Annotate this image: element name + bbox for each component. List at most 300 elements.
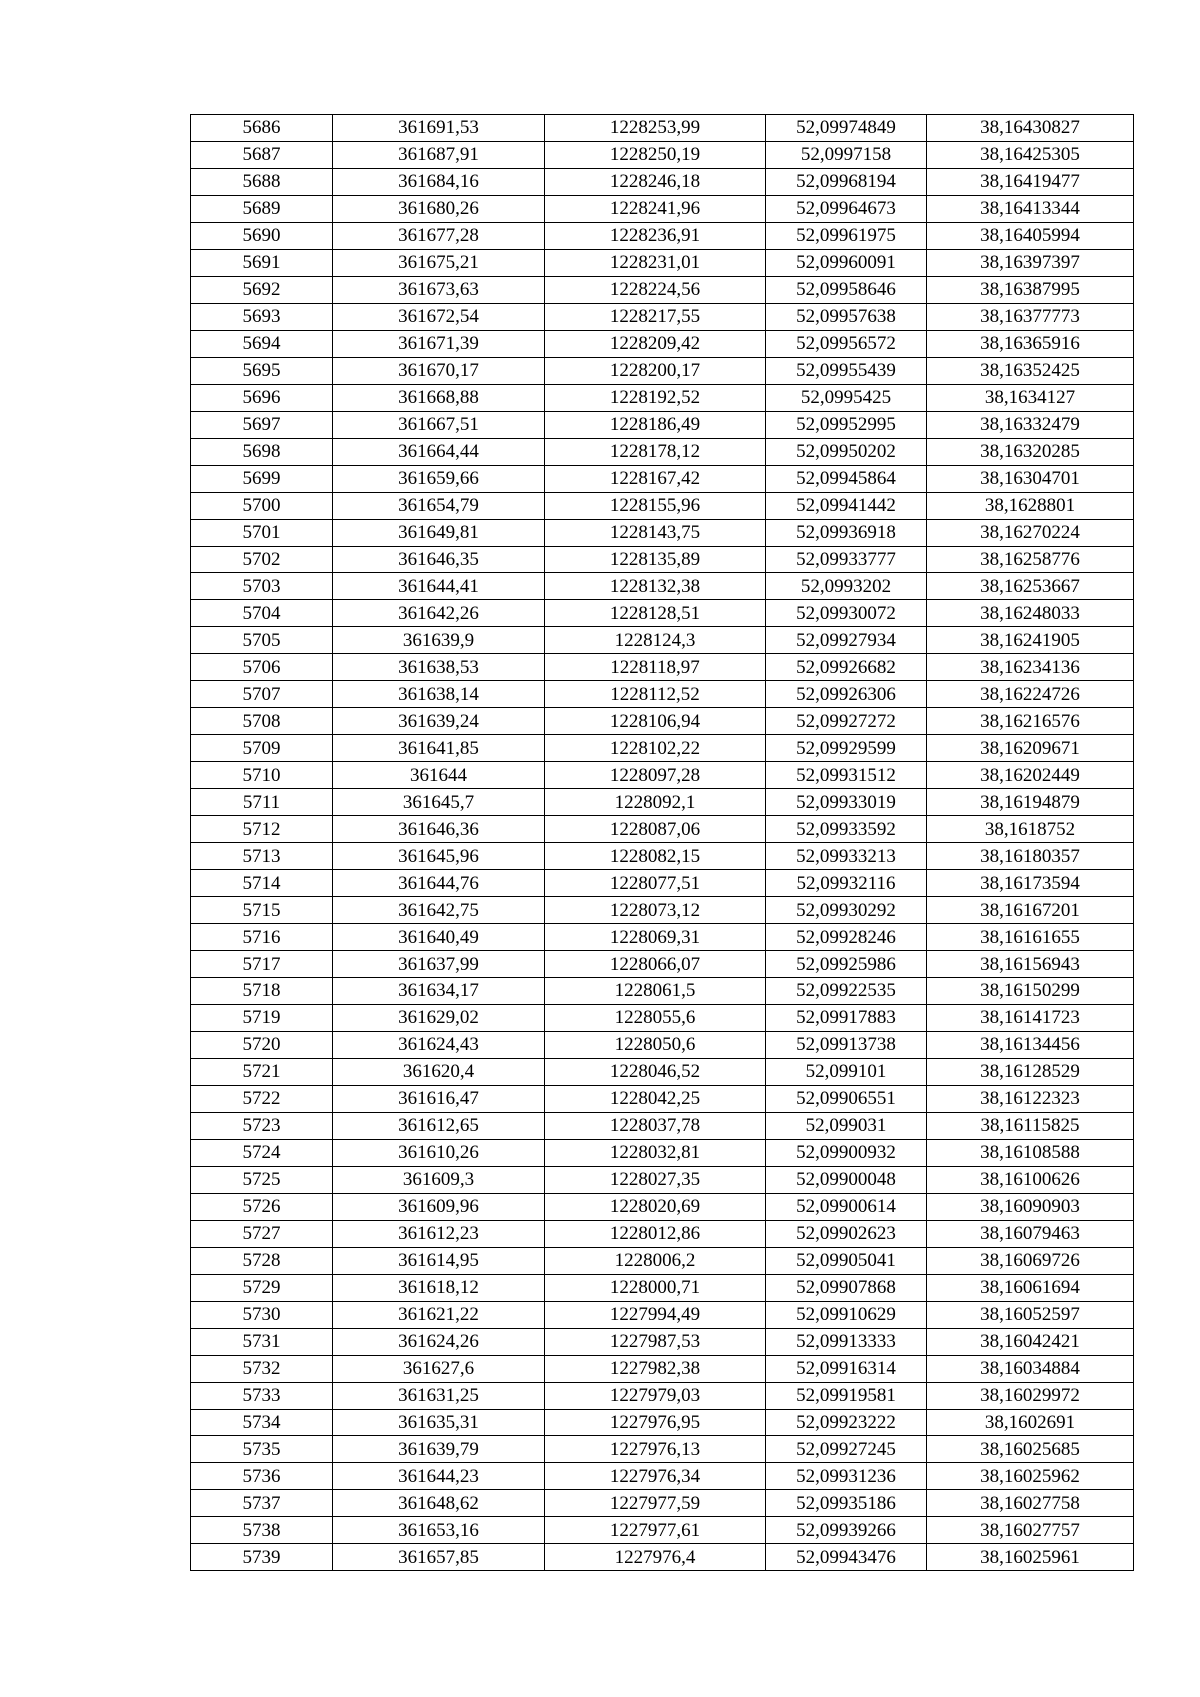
latitude-cell: 52,09943476 xyxy=(766,1544,927,1571)
latitude-cell: 52,09939266 xyxy=(766,1517,927,1544)
point-number-cell: 5692 xyxy=(191,276,333,303)
latitude-cell: 52,099101 xyxy=(766,1058,927,1085)
y-coordinate-cell: 1228020,69 xyxy=(545,1193,766,1220)
latitude-cell: 52,09936918 xyxy=(766,519,927,546)
y-coordinate-cell: 1228006,2 xyxy=(545,1247,766,1274)
y-coordinate-cell: 1228253,99 xyxy=(545,115,766,142)
longitude-cell: 38,16234136 xyxy=(927,654,1134,681)
longitude-cell: 38,16209671 xyxy=(927,735,1134,762)
point-number-cell: 5701 xyxy=(191,519,333,546)
x-coordinate-cell: 361646,35 xyxy=(333,546,545,573)
y-coordinate-cell: 1228155,96 xyxy=(545,492,766,519)
table-row xyxy=(191,1058,1134,1085)
point-number-cell: 5698 xyxy=(191,438,333,465)
longitude-cell: 38,16167201 xyxy=(927,897,1134,924)
latitude-cell: 52,09957638 xyxy=(766,303,927,330)
y-coordinate-cell: 1228118,97 xyxy=(545,654,766,681)
x-coordinate-cell: 361637,99 xyxy=(333,951,545,978)
y-coordinate-cell: 1227979,03 xyxy=(545,1382,766,1409)
latitude-cell: 52,09922535 xyxy=(766,978,927,1005)
latitude-cell: 52,09935186 xyxy=(766,1490,927,1517)
longitude-cell: 38,16180357 xyxy=(927,843,1134,870)
x-coordinate-cell: 361639,24 xyxy=(333,708,545,735)
point-number-cell: 5726 xyxy=(191,1193,333,1220)
y-coordinate-cell: 1228246,18 xyxy=(545,168,766,195)
point-number-cell: 5714 xyxy=(191,870,333,897)
table-row xyxy=(191,1166,1134,1193)
table-row xyxy=(191,1436,1134,1463)
table-row xyxy=(191,1274,1134,1301)
latitude-cell: 52,09925986 xyxy=(766,951,927,978)
y-coordinate-cell: 1227987,53 xyxy=(545,1328,766,1355)
table-row xyxy=(191,789,1134,816)
table-row xyxy=(191,1085,1134,1112)
table-row xyxy=(191,654,1134,681)
point-number-cell: 5725 xyxy=(191,1166,333,1193)
x-coordinate-cell: 361646,36 xyxy=(333,816,545,843)
x-coordinate-cell: 361610,26 xyxy=(333,1139,545,1166)
point-number-cell: 5689 xyxy=(191,195,333,222)
table-row xyxy=(191,115,1134,142)
longitude-cell: 38,16332479 xyxy=(927,411,1134,438)
x-coordinate-cell: 361668,88 xyxy=(333,384,545,411)
x-coordinate-cell: 361677,28 xyxy=(333,222,545,249)
longitude-cell: 38,1628801 xyxy=(927,492,1134,519)
point-number-cell: 5694 xyxy=(191,330,333,357)
x-coordinate-cell: 361672,54 xyxy=(333,303,545,330)
longitude-cell: 38,16253667 xyxy=(927,573,1134,600)
longitude-cell: 38,16150299 xyxy=(927,978,1134,1005)
x-coordinate-cell: 361691,53 xyxy=(333,115,545,142)
x-coordinate-cell: 361624,26 xyxy=(333,1328,545,1355)
y-coordinate-cell: 1228224,56 xyxy=(545,276,766,303)
x-coordinate-cell: 361644 xyxy=(333,762,545,789)
x-coordinate-cell: 361675,21 xyxy=(333,249,545,276)
y-coordinate-cell: 1228069,31 xyxy=(545,924,766,951)
latitude-cell: 52,09928246 xyxy=(766,924,927,951)
longitude-cell: 38,16042421 xyxy=(927,1328,1134,1355)
y-coordinate-cell: 1227976,95 xyxy=(545,1409,766,1436)
table-row xyxy=(191,546,1134,573)
point-number-cell: 5713 xyxy=(191,843,333,870)
longitude-cell: 38,16090903 xyxy=(927,1193,1134,1220)
point-number-cell: 5709 xyxy=(191,735,333,762)
point-number-cell: 5724 xyxy=(191,1139,333,1166)
longitude-cell: 38,16069726 xyxy=(927,1247,1134,1274)
table-row xyxy=(191,1490,1134,1517)
longitude-cell: 38,16248033 xyxy=(927,600,1134,627)
latitude-cell: 52,09930072 xyxy=(766,600,927,627)
longitude-cell: 38,16202449 xyxy=(927,762,1134,789)
y-coordinate-cell: 1228055,6 xyxy=(545,1004,766,1031)
y-coordinate-cell: 1227982,38 xyxy=(545,1355,766,1382)
table-row xyxy=(191,1409,1134,1436)
table-row xyxy=(191,465,1134,492)
longitude-cell: 38,16224726 xyxy=(927,681,1134,708)
longitude-cell: 38,16419477 xyxy=(927,168,1134,195)
x-coordinate-cell: 361639,79 xyxy=(333,1436,545,1463)
latitude-cell: 52,09958646 xyxy=(766,276,927,303)
x-coordinate-cell: 361648,62 xyxy=(333,1490,545,1517)
latitude-cell: 52,09929599 xyxy=(766,735,927,762)
latitude-cell: 52,09956572 xyxy=(766,330,927,357)
table-row xyxy=(191,1301,1134,1328)
y-coordinate-cell: 1228042,25 xyxy=(545,1085,766,1112)
longitude-cell: 38,16270224 xyxy=(927,519,1134,546)
longitude-cell: 38,16029972 xyxy=(927,1382,1134,1409)
point-number-cell: 5720 xyxy=(191,1031,333,1058)
longitude-cell: 38,16027758 xyxy=(927,1490,1134,1517)
point-number-cell: 5730 xyxy=(191,1301,333,1328)
x-coordinate-cell: 361634,17 xyxy=(333,978,545,1005)
y-coordinate-cell: 1228092,1 xyxy=(545,789,766,816)
latitude-cell: 52,09900048 xyxy=(766,1166,927,1193)
y-coordinate-cell: 1228032,81 xyxy=(545,1139,766,1166)
x-coordinate-cell: 361687,91 xyxy=(333,141,545,168)
x-coordinate-cell: 361609,96 xyxy=(333,1193,545,1220)
x-coordinate-cell: 361612,23 xyxy=(333,1220,545,1247)
latitude-cell: 52,09933592 xyxy=(766,816,927,843)
point-number-cell: 5729 xyxy=(191,1274,333,1301)
y-coordinate-cell: 1228124,3 xyxy=(545,627,766,654)
latitude-cell: 52,09933213 xyxy=(766,843,927,870)
y-coordinate-cell: 1227976,4 xyxy=(545,1544,766,1571)
point-number-cell: 5732 xyxy=(191,1355,333,1382)
y-coordinate-cell: 1228050,6 xyxy=(545,1031,766,1058)
table-row xyxy=(191,1031,1134,1058)
table-row xyxy=(191,492,1134,519)
table-row xyxy=(191,519,1134,546)
y-coordinate-cell: 1228000,71 xyxy=(545,1274,766,1301)
y-coordinate-cell: 1228066,07 xyxy=(545,951,766,978)
longitude-cell: 38,16365916 xyxy=(927,330,1134,357)
x-coordinate-cell: 361673,63 xyxy=(333,276,545,303)
x-coordinate-cell: 361684,16 xyxy=(333,168,545,195)
point-number-cell: 5723 xyxy=(191,1112,333,1139)
table-row xyxy=(191,1544,1134,1571)
y-coordinate-cell: 1228097,28 xyxy=(545,762,766,789)
longitude-cell: 38,16352425 xyxy=(927,357,1134,384)
point-number-cell: 5738 xyxy=(191,1517,333,1544)
table-row xyxy=(191,249,1134,276)
point-number-cell: 5710 xyxy=(191,762,333,789)
table-row xyxy=(191,411,1134,438)
x-coordinate-cell: 361614,95 xyxy=(333,1247,545,1274)
y-coordinate-cell: 1227994,49 xyxy=(545,1301,766,1328)
x-coordinate-cell: 361671,39 xyxy=(333,330,545,357)
table-row xyxy=(191,1139,1134,1166)
y-coordinate-cell: 1228186,49 xyxy=(545,411,766,438)
x-coordinate-cell: 361659,66 xyxy=(333,465,545,492)
latitude-cell: 52,09927934 xyxy=(766,627,927,654)
table-row xyxy=(191,600,1134,627)
point-number-cell: 5733 xyxy=(191,1382,333,1409)
latitude-cell: 52,09974849 xyxy=(766,115,927,142)
y-coordinate-cell: 1227977,59 xyxy=(545,1490,766,1517)
point-number-cell: 5722 xyxy=(191,1085,333,1112)
latitude-cell: 52,09905041 xyxy=(766,1247,927,1274)
y-coordinate-cell: 1228012,86 xyxy=(545,1220,766,1247)
table-row xyxy=(191,735,1134,762)
table-row xyxy=(191,141,1134,168)
x-coordinate-cell: 361642,75 xyxy=(333,897,545,924)
latitude-cell: 52,09907868 xyxy=(766,1274,927,1301)
longitude-cell: 38,16052597 xyxy=(927,1301,1134,1328)
point-number-cell: 5716 xyxy=(191,924,333,951)
coordinates-table-body xyxy=(191,115,1134,1571)
x-coordinate-cell: 361620,4 xyxy=(333,1058,545,1085)
latitude-cell: 52,09927272 xyxy=(766,708,927,735)
table-row xyxy=(191,1247,1134,1274)
x-coordinate-cell: 361641,85 xyxy=(333,735,545,762)
table-row xyxy=(191,924,1134,951)
x-coordinate-cell: 361653,16 xyxy=(333,1517,545,1544)
latitude-cell: 52,09919581 xyxy=(766,1382,927,1409)
table-row xyxy=(191,1004,1134,1031)
y-coordinate-cell: 1228128,51 xyxy=(545,600,766,627)
latitude-cell: 52,099031 xyxy=(766,1112,927,1139)
table-row xyxy=(191,1193,1134,1220)
longitude-cell: 38,1634127 xyxy=(927,384,1134,411)
longitude-cell: 38,16079463 xyxy=(927,1220,1134,1247)
latitude-cell: 52,0995425 xyxy=(766,384,927,411)
latitude-cell: 52,09933777 xyxy=(766,546,927,573)
latitude-cell: 52,09916314 xyxy=(766,1355,927,1382)
latitude-cell: 52,09900614 xyxy=(766,1193,927,1220)
x-coordinate-cell: 361645,96 xyxy=(333,843,545,870)
y-coordinate-cell: 1228112,52 xyxy=(545,681,766,708)
longitude-cell: 38,16405994 xyxy=(927,222,1134,249)
x-coordinate-cell: 361635,31 xyxy=(333,1409,545,1436)
y-coordinate-cell: 1228135,89 xyxy=(545,546,766,573)
longitude-cell: 38,16141723 xyxy=(927,1004,1134,1031)
x-coordinate-cell: 361638,14 xyxy=(333,681,545,708)
latitude-cell: 52,09917883 xyxy=(766,1004,927,1031)
point-number-cell: 5734 xyxy=(191,1409,333,1436)
latitude-cell: 52,09960091 xyxy=(766,249,927,276)
table-row xyxy=(191,1517,1134,1544)
point-number-cell: 5712 xyxy=(191,816,333,843)
x-coordinate-cell: 361642,26 xyxy=(333,600,545,627)
x-coordinate-cell: 361640,49 xyxy=(333,924,545,951)
point-number-cell: 5706 xyxy=(191,654,333,681)
point-number-cell: 5688 xyxy=(191,168,333,195)
latitude-cell: 52,09900932 xyxy=(766,1139,927,1166)
table-row xyxy=(191,1355,1134,1382)
longitude-cell: 38,16128529 xyxy=(927,1058,1134,1085)
y-coordinate-cell: 1228178,12 xyxy=(545,438,766,465)
table-row xyxy=(191,276,1134,303)
y-coordinate-cell: 1228192,52 xyxy=(545,384,766,411)
longitude-cell: 38,16430827 xyxy=(927,115,1134,142)
y-coordinate-cell: 1228077,51 xyxy=(545,870,766,897)
table-row xyxy=(191,897,1134,924)
coordinates-table xyxy=(190,114,1134,1571)
point-number-cell: 5696 xyxy=(191,384,333,411)
y-coordinate-cell: 1227976,34 xyxy=(545,1463,766,1490)
table-row xyxy=(191,1328,1134,1355)
longitude-cell: 38,16025961 xyxy=(927,1544,1134,1571)
longitude-cell: 38,16134456 xyxy=(927,1031,1134,1058)
point-number-cell: 5705 xyxy=(191,627,333,654)
x-coordinate-cell: 361680,26 xyxy=(333,195,545,222)
table-row xyxy=(191,1112,1134,1139)
point-number-cell: 5728 xyxy=(191,1247,333,1274)
point-number-cell: 5719 xyxy=(191,1004,333,1031)
point-number-cell: 5697 xyxy=(191,411,333,438)
longitude-cell: 38,16027757 xyxy=(927,1517,1134,1544)
y-coordinate-cell: 1228209,42 xyxy=(545,330,766,357)
table-row xyxy=(191,195,1134,222)
table-row xyxy=(191,627,1134,654)
table-row xyxy=(191,708,1134,735)
y-coordinate-cell: 1228143,75 xyxy=(545,519,766,546)
longitude-cell: 38,16194879 xyxy=(927,789,1134,816)
latitude-cell: 52,09931512 xyxy=(766,762,927,789)
point-number-cell: 5727 xyxy=(191,1220,333,1247)
point-number-cell: 5700 xyxy=(191,492,333,519)
x-coordinate-cell: 361609,3 xyxy=(333,1166,545,1193)
point-number-cell: 5731 xyxy=(191,1328,333,1355)
table-row xyxy=(191,870,1134,897)
point-number-cell: 5693 xyxy=(191,303,333,330)
longitude-cell: 38,16034884 xyxy=(927,1355,1134,1382)
latitude-cell: 52,09913333 xyxy=(766,1328,927,1355)
latitude-cell: 52,09930292 xyxy=(766,897,927,924)
longitude-cell: 38,16377773 xyxy=(927,303,1134,330)
latitude-cell: 52,09931236 xyxy=(766,1463,927,1490)
longitude-cell: 38,16115825 xyxy=(927,1112,1134,1139)
x-coordinate-cell: 361657,85 xyxy=(333,1544,545,1571)
latitude-cell: 52,09961975 xyxy=(766,222,927,249)
longitude-cell: 38,16258776 xyxy=(927,546,1134,573)
point-number-cell: 5737 xyxy=(191,1490,333,1517)
y-coordinate-cell: 1228217,55 xyxy=(545,303,766,330)
point-number-cell: 5739 xyxy=(191,1544,333,1571)
point-number-cell: 5691 xyxy=(191,249,333,276)
point-number-cell: 5690 xyxy=(191,222,333,249)
latitude-cell: 52,0997158 xyxy=(766,141,927,168)
table-row xyxy=(191,330,1134,357)
x-coordinate-cell: 361667,51 xyxy=(333,411,545,438)
latitude-cell: 52,0993202 xyxy=(766,573,927,600)
y-coordinate-cell: 1228102,22 xyxy=(545,735,766,762)
x-coordinate-cell: 361638,53 xyxy=(333,654,545,681)
point-number-cell: 5702 xyxy=(191,546,333,573)
table-row xyxy=(191,1463,1134,1490)
y-coordinate-cell: 1228167,42 xyxy=(545,465,766,492)
longitude-cell: 38,16025962 xyxy=(927,1463,1134,1490)
longitude-cell: 38,16025685 xyxy=(927,1436,1134,1463)
x-coordinate-cell: 361644,41 xyxy=(333,573,545,600)
x-coordinate-cell: 361612,65 xyxy=(333,1112,545,1139)
table-row xyxy=(191,951,1134,978)
y-coordinate-cell: 1228241,96 xyxy=(545,195,766,222)
point-number-cell: 5735 xyxy=(191,1436,333,1463)
x-coordinate-cell: 361645,7 xyxy=(333,789,545,816)
point-number-cell: 5695 xyxy=(191,357,333,384)
latitude-cell: 52,09926682 xyxy=(766,654,927,681)
longitude-cell: 38,16173594 xyxy=(927,870,1134,897)
longitude-cell: 38,16397397 xyxy=(927,249,1134,276)
y-coordinate-cell: 1228231,01 xyxy=(545,249,766,276)
longitude-cell: 38,16413344 xyxy=(927,195,1134,222)
longitude-cell: 38,1602691 xyxy=(927,1409,1134,1436)
latitude-cell: 52,09955439 xyxy=(766,357,927,384)
latitude-cell: 52,09906551 xyxy=(766,1085,927,1112)
point-number-cell: 5717 xyxy=(191,951,333,978)
y-coordinate-cell: 1228027,35 xyxy=(545,1166,766,1193)
x-coordinate-cell: 361629,02 xyxy=(333,1004,545,1031)
table-row xyxy=(191,816,1134,843)
latitude-cell: 52,09932116 xyxy=(766,870,927,897)
point-number-cell: 5711 xyxy=(191,789,333,816)
longitude-cell: 38,16122323 xyxy=(927,1085,1134,1112)
point-number-cell: 5736 xyxy=(191,1463,333,1490)
point-number-cell: 5707 xyxy=(191,681,333,708)
table-row xyxy=(191,303,1134,330)
latitude-cell: 52,09968194 xyxy=(766,168,927,195)
longitude-cell: 38,16216576 xyxy=(927,708,1134,735)
x-coordinate-cell: 361670,17 xyxy=(333,357,545,384)
table-row xyxy=(191,384,1134,411)
latitude-cell: 52,09933019 xyxy=(766,789,927,816)
y-coordinate-cell: 1228087,06 xyxy=(545,816,766,843)
latitude-cell: 52,09902623 xyxy=(766,1220,927,1247)
point-number-cell: 5718 xyxy=(191,978,333,1005)
y-coordinate-cell: 1228106,94 xyxy=(545,708,766,735)
point-number-cell: 5721 xyxy=(191,1058,333,1085)
table-row xyxy=(191,573,1134,600)
x-coordinate-cell: 361631,25 xyxy=(333,1382,545,1409)
y-coordinate-cell: 1228082,15 xyxy=(545,843,766,870)
y-coordinate-cell: 1228132,38 xyxy=(545,573,766,600)
point-number-cell: 5703 xyxy=(191,573,333,600)
point-number-cell: 5687 xyxy=(191,141,333,168)
table-row xyxy=(191,978,1134,1005)
x-coordinate-cell: 361618,12 xyxy=(333,1274,545,1301)
longitude-cell: 38,16387995 xyxy=(927,276,1134,303)
table-row xyxy=(191,1382,1134,1409)
longitude-cell: 38,16161655 xyxy=(927,924,1134,951)
longitude-cell: 38,16241905 xyxy=(927,627,1134,654)
latitude-cell: 52,09913738 xyxy=(766,1031,927,1058)
latitude-cell: 52,09945864 xyxy=(766,465,927,492)
table-row xyxy=(191,357,1134,384)
longitude-cell: 38,16304701 xyxy=(927,465,1134,492)
x-coordinate-cell: 361664,44 xyxy=(333,438,545,465)
y-coordinate-cell: 1228073,12 xyxy=(545,897,766,924)
x-coordinate-cell: 361654,79 xyxy=(333,492,545,519)
point-number-cell: 5708 xyxy=(191,708,333,735)
latitude-cell: 52,09923222 xyxy=(766,1409,927,1436)
point-number-cell: 5686 xyxy=(191,115,333,142)
point-number-cell: 5704 xyxy=(191,600,333,627)
table-row xyxy=(191,1220,1134,1247)
table-row xyxy=(191,843,1134,870)
table-row xyxy=(191,168,1134,195)
longitude-cell: 38,1618752 xyxy=(927,816,1134,843)
x-coordinate-cell: 361639,9 xyxy=(333,627,545,654)
latitude-cell: 52,09910629 xyxy=(766,1301,927,1328)
y-coordinate-cell: 1228200,17 xyxy=(545,357,766,384)
table-row xyxy=(191,222,1134,249)
x-coordinate-cell: 361644,76 xyxy=(333,870,545,897)
latitude-cell: 52,09926306 xyxy=(766,681,927,708)
x-coordinate-cell: 361627,6 xyxy=(333,1355,545,1382)
table-row xyxy=(191,762,1134,789)
x-coordinate-cell: 361649,81 xyxy=(333,519,545,546)
